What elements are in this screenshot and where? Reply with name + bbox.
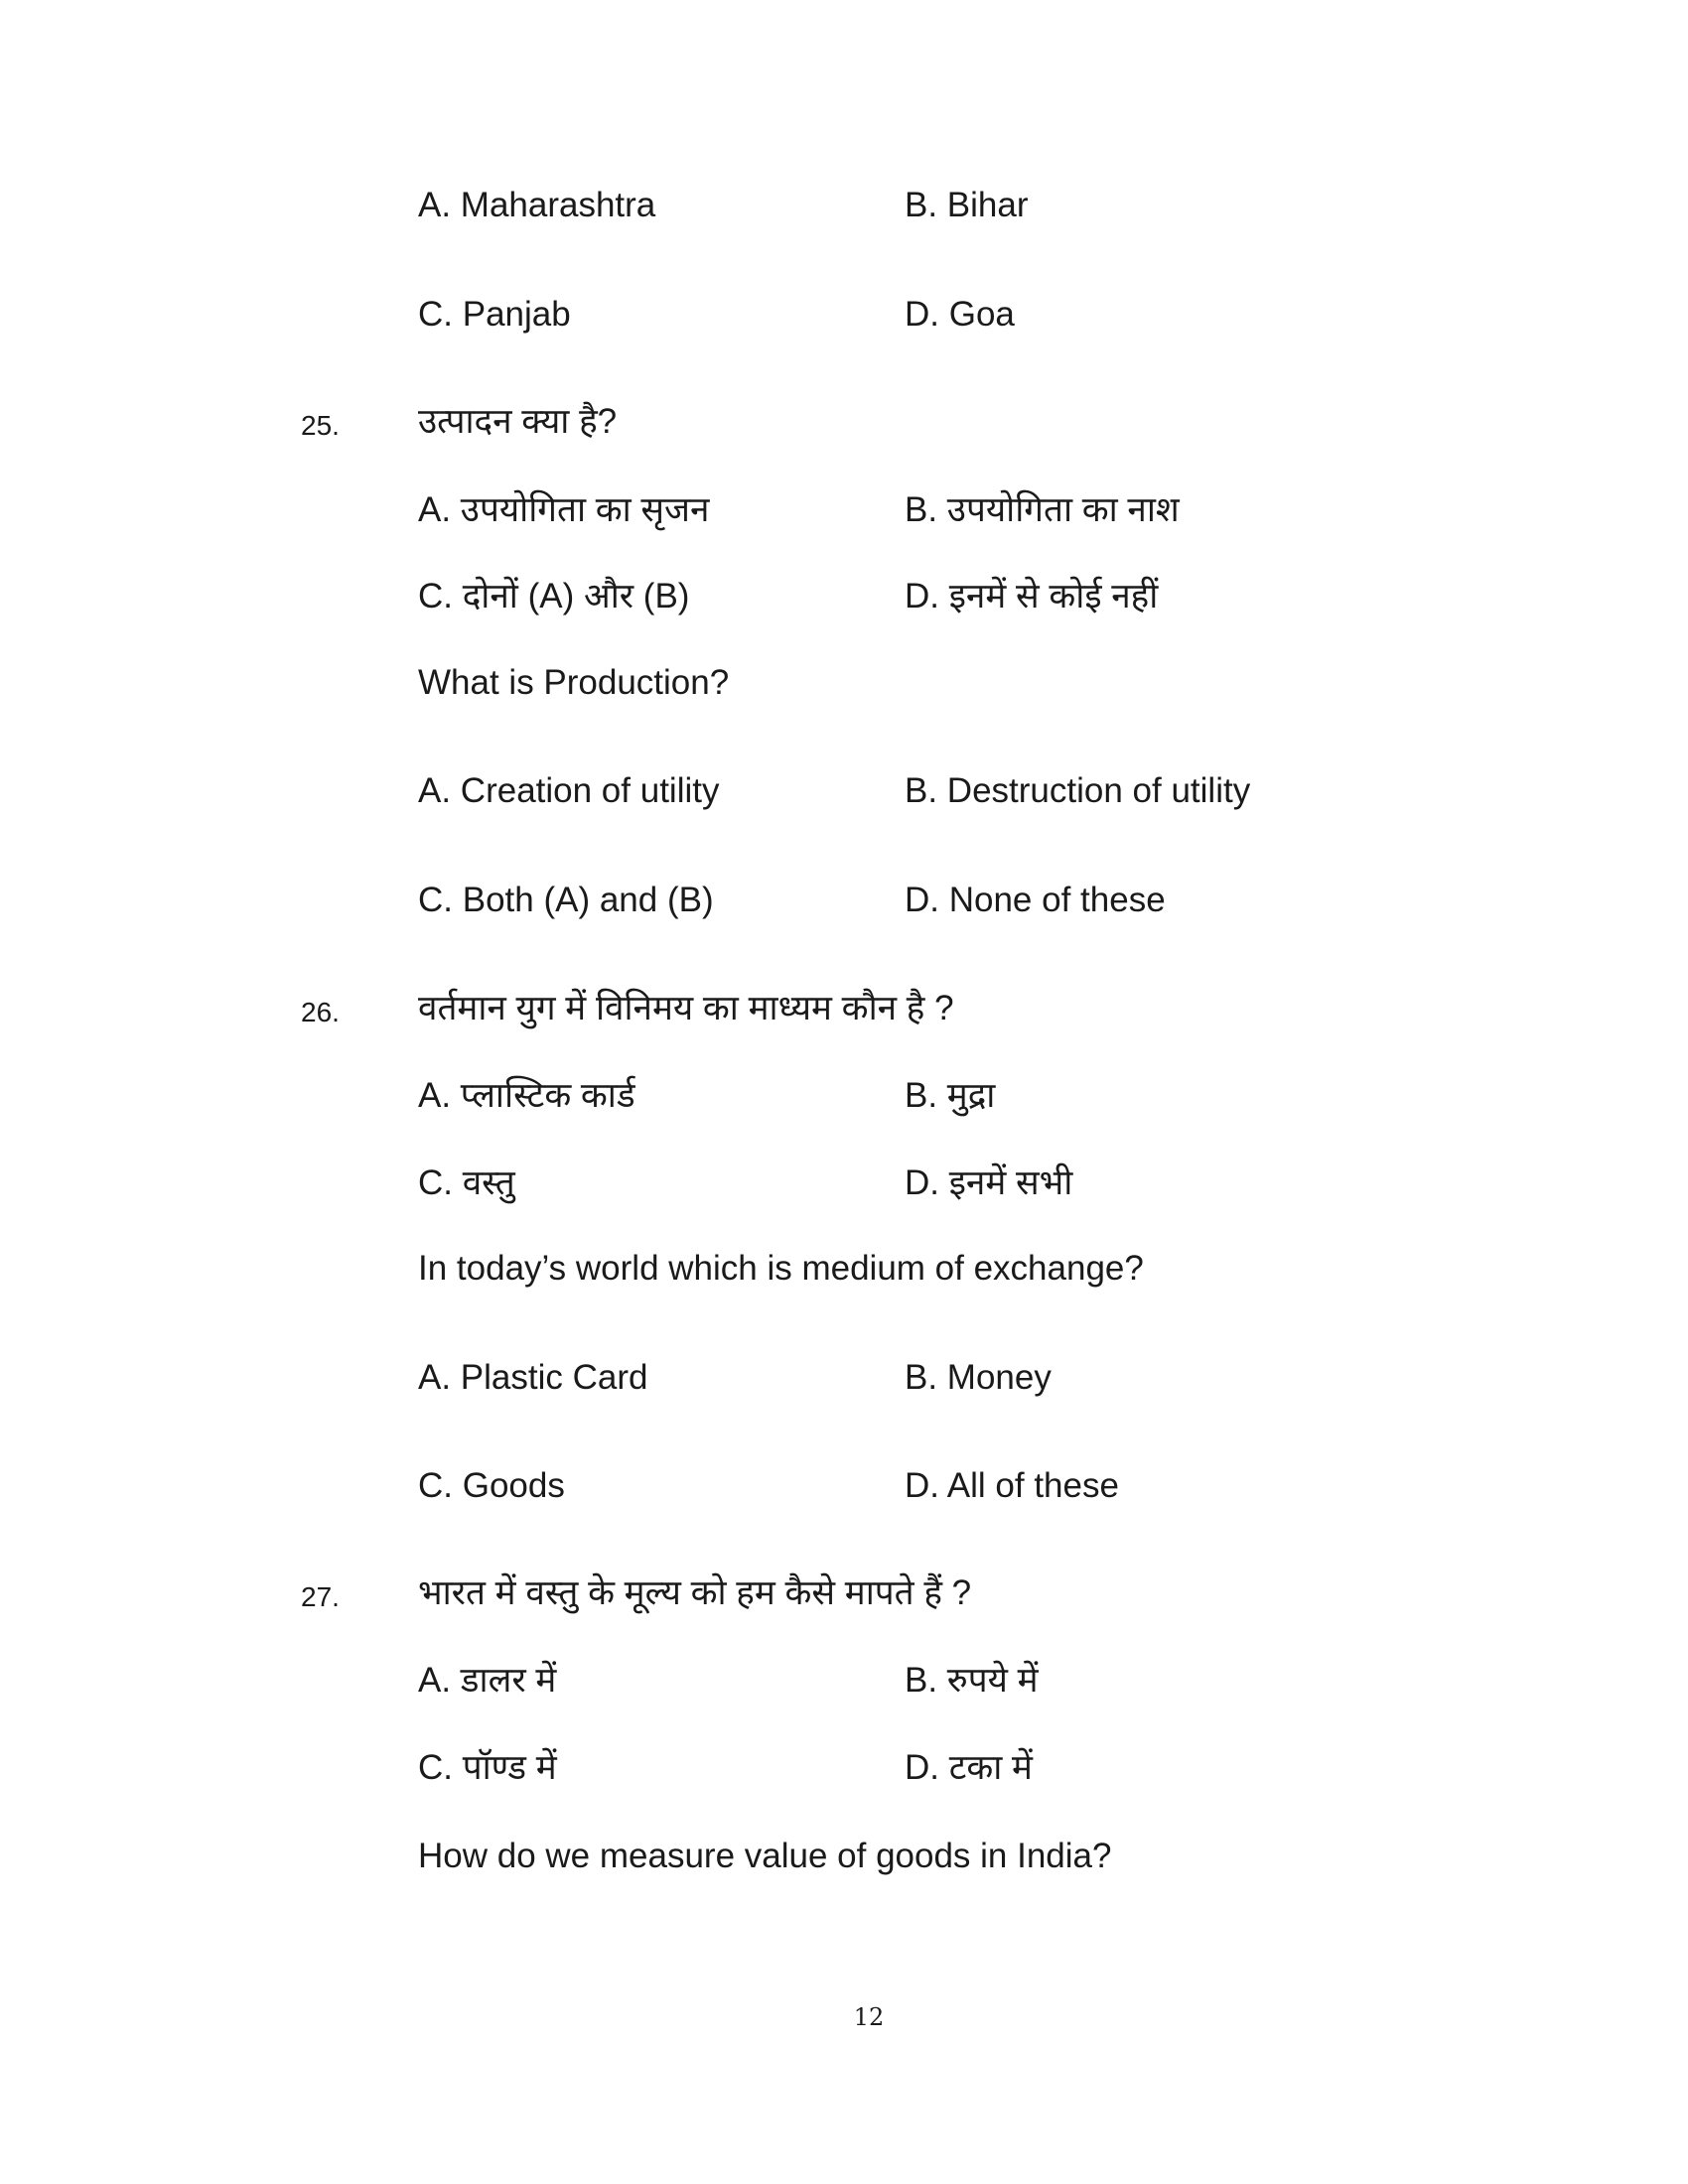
option-d-hindi: D. टका में <box>905 1748 1033 1787</box>
option-d-hindi: D. इनमें से कोई नहीं <box>905 577 1159 615</box>
option-b: B. Bihar <box>905 186 1029 224</box>
question-english: In today’s world which is medium of exchange? <box>418 1249 1144 1288</box>
question-number: 26. <box>301 997 340 1027</box>
question-english: How do we measure value of goods in India? <box>418 1837 1112 1875</box>
option-b: B. Destruction of utility <box>905 771 1251 810</box>
option-b-hindi: B. रुपये में <box>905 1661 1039 1700</box>
option-b-hindi: B. मुद्रा <box>905 1076 996 1115</box>
option-b-hindi: B. उपयोगिता का नाश <box>905 490 1180 529</box>
option-b: B. Money <box>905 1358 1052 1397</box>
option-c: C. Goods <box>418 1466 565 1505</box>
question-number: 27. <box>301 1581 340 1612</box>
option-c-hindi: C. पॉण्ड में <box>418 1748 557 1787</box>
option-c: C. Both (A) and (B) <box>418 881 714 919</box>
option-a: A. Maharashtra <box>418 186 656 224</box>
option-c-hindi: C. वस्तु <box>418 1163 515 1202</box>
option-a-hindi: A. डालर में <box>418 1661 557 1700</box>
question-hindi: भारत में वस्तु के मूल्य को हम कैसे मापते हैं ? <box>418 1573 972 1612</box>
option-d: D. All of these <box>905 1466 1119 1505</box>
option-d: D. None of these <box>905 881 1166 919</box>
option-a: A. Plastic Card <box>418 1358 648 1397</box>
question-english: What is Production? <box>418 663 730 702</box>
page-number: 12 <box>853 2003 885 2031</box>
question-hindi: उत्पादन क्या है? <box>418 402 618 441</box>
option-c: C. Panjab <box>418 295 571 334</box>
option-c-hindi: C. दोनों (A) और (B) <box>418 577 690 615</box>
option-d-hindi: D. इनमें सभी <box>905 1163 1073 1202</box>
option-a-hindi: A. उपयोगिता का सृजन <box>418 490 710 529</box>
question-number: 25. <box>301 410 340 441</box>
option-a: A. Creation of utility <box>418 771 720 810</box>
question-hindi: वर्तमान युग में विनिमय का माध्यम कौन है ? <box>418 989 954 1027</box>
option-a-hindi: A. प्लास्टिक कार्ड <box>418 1076 635 1115</box>
option-d: D. Goa <box>905 295 1015 334</box>
